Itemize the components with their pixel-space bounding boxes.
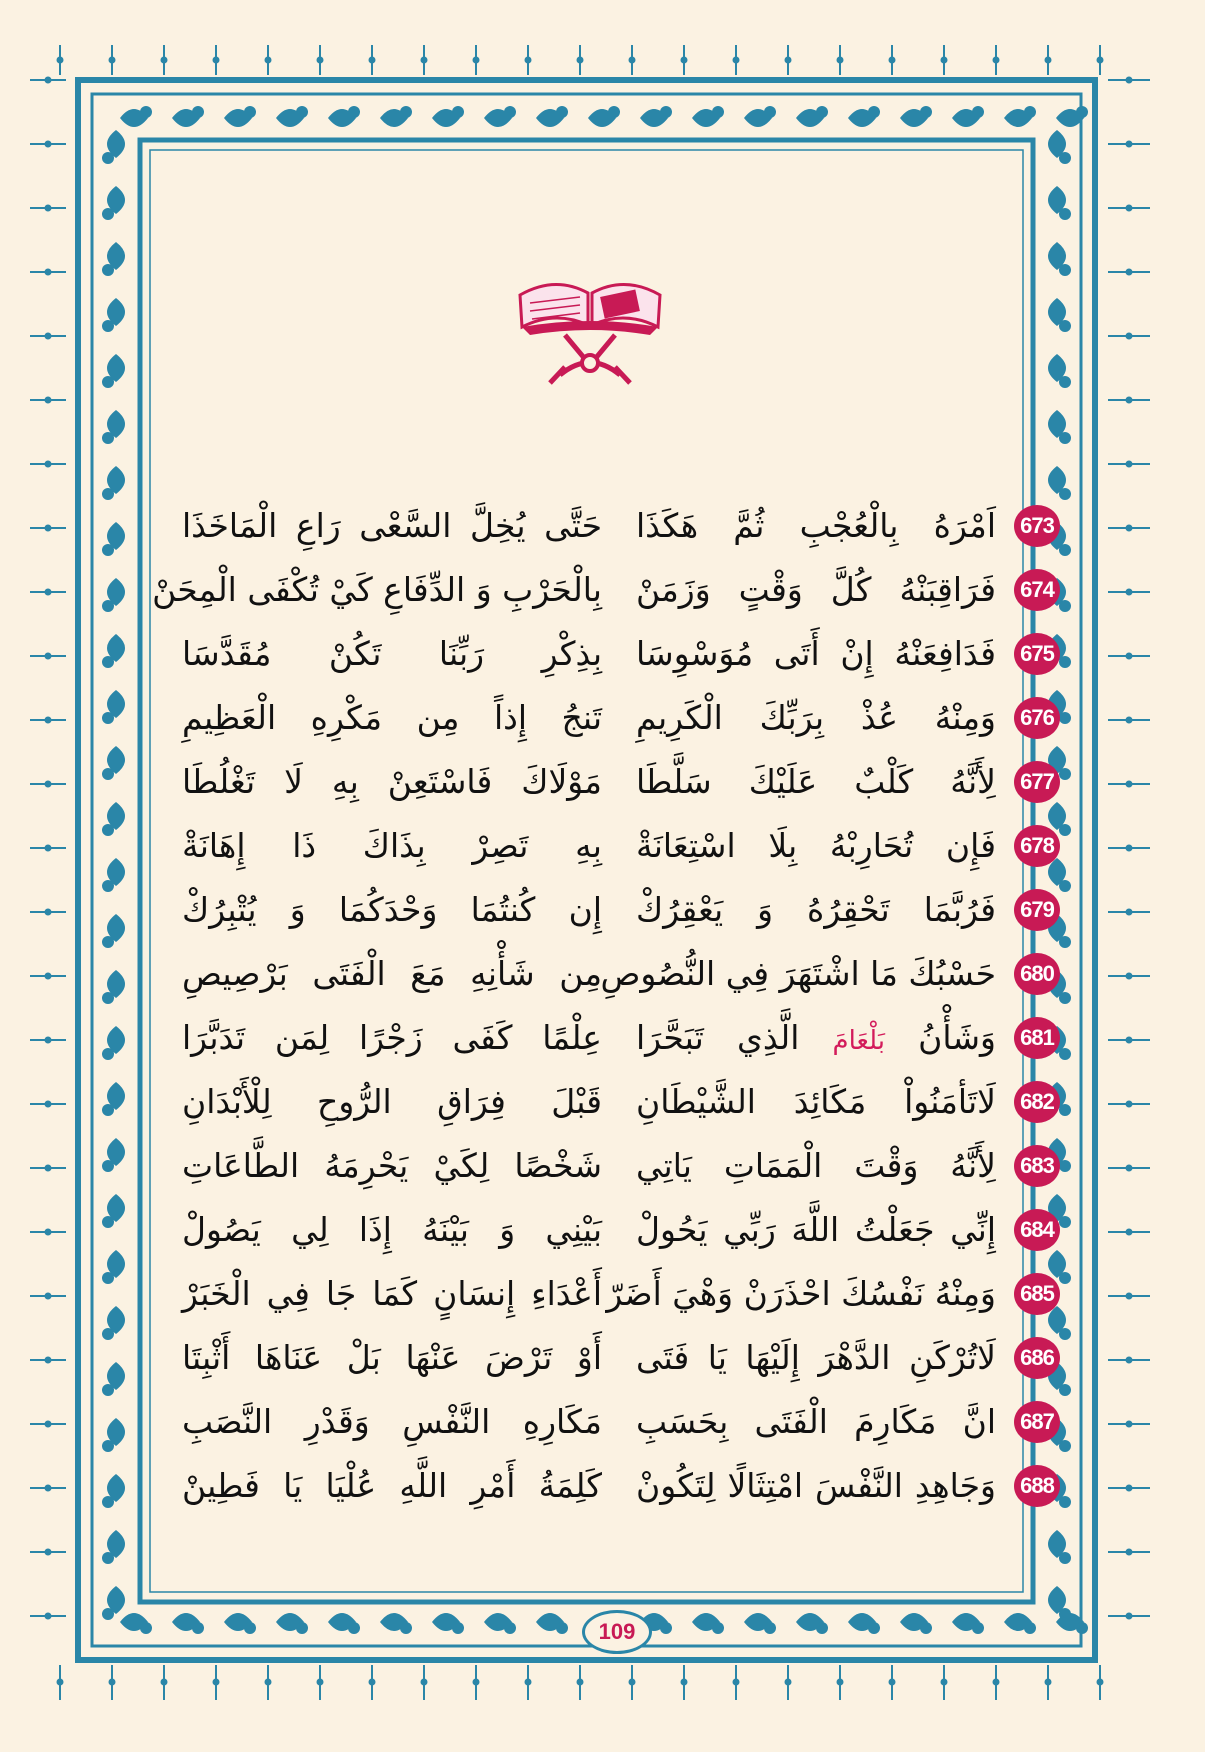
verse-row [170,756,1060,808]
verse-number-badge: 675 [1014,633,1060,675]
verse-second-hemistich: أَعْدَاءِ إِنسَانٍ كَمَا جَا فِي الْخَبَرْ [182,1274,602,1313]
verse-number-badge: 684 [1014,1209,1060,1251]
verse-second-hemistich: عِلْمًا كَفَى زَجْرًا لِمَن تَدَبَّرَا [182,1018,602,1057]
verse-first-hemistich: إِنِّي جَعَلْتُ اللَّهَ رَبِّي يَحُولْ [636,1210,996,1249]
verse-second-hemistich: شَخْصًا لِكَيْ يَحْرِمَهُ الطَّاعَاتِ [182,1146,602,1185]
verse-row [170,692,1060,744]
verse-first-hemistich: لَاتُرْكَنِ الدَّهْرَ إِلَيْهَا يَا فَتَى [636,1338,996,1377]
verse-row [170,1268,1060,1320]
verse-second-hemistich: بِالْحَرْبِ وَ الدِّفَاعِ كَيْ تُكْفَى الْمِحَنْ [152,570,602,609]
verse-first-hemistich: فَدَافِعَنْهُ إِنْ أَتَى مُوَسْوِسَا [636,634,996,673]
verse-row [170,948,1060,1000]
verse-number-badge: 679 [1014,889,1060,931]
verse-second-hemistich: مِن شَأْنِهِ مَعَ الْفَتَى بَرْصِيصِ [182,954,602,993]
verse-number-badge: 673 [1014,505,1060,547]
verse-first-hemistich: وَمِنْهُ نَفْسُكَ احْذَرَنْ وَهْيَ أَضَرّ [606,1274,996,1313]
verse-row [170,1332,1060,1384]
verse-second-hemistich: بِذِكْرِ رَبِّنَا تَكُنْ مُقَدَّسَا [182,634,602,673]
verse-first-hemistich: فَإِن تُحَارِبْهُ بِلَا اسْتِعَانَةْ [636,826,996,865]
verse-row [170,1012,1060,1064]
verse-number-badge: 682 [1014,1081,1060,1123]
verse-first-hemistich: اَمْرَهُ بِالْعُجْبِ ثُمَّ هَكَذَا [636,506,996,545]
verse-second-hemistich: قَبْلَ فِرَاقِ الرُّوحِ لِلْأَبْدَانِ [182,1082,602,1121]
verse-text-part: الَّذِي تَبَحَّرَا [636,1018,833,1057]
verse-row [170,1396,1060,1448]
verse-second-hemistich: إِن كُنتُمَا وَحْدَكُمَا وَ يُتْبِرُكْ [182,890,602,929]
verse-first-hemistich: وَمِنْهُ عُذْ بِرَبِّكَ الْكَرِيمِ [636,698,996,737]
verse-row [170,500,1060,552]
verse-second-hemistich: مَكَارِهِ النَّفْسِ وَقَدْرِ النَّصَبِ [182,1402,602,1441]
verse-number-badge: 681 [1014,1017,1060,1059]
verse-number-badge: 676 [1014,697,1060,739]
verse-first-hemistich: فَرُبَّمَا تَحْقِرُهُ وَ يَعْقِرُكْ [636,890,996,929]
verse-number-badge: 680 [1014,953,1060,995]
verse-first-hemistich: وَجَاهِدِ النَّفْسَ امْتِثَالًا لِتَكُونْ [636,1466,996,1505]
verse-row [170,628,1060,680]
verse-text-part: وَشَأْنُ [884,1018,996,1057]
verse-first-hemistich: لِأَنَّهُ كَلْبٌ عَلَيْكَ سَلَّطَا [636,762,996,801]
verse-number-badge: 685 [1014,1273,1060,1315]
verse-number-badge: 686 [1014,1337,1060,1379]
page-number: 109 [582,1610,652,1654]
verse-second-hemistich: بَيْنِي وَ بَيْنَهُ إِذَا لِي يَصُولْ [182,1210,602,1249]
verse-first-hemistich: حَسْبُكَ مَا اشْتَهَرَ فِي النُّصُوصِ [600,954,996,993]
verse-first-hemistich: فَرَاقِبَنْهُ كُلَّ وَقْتٍ وَزَمَنْ [636,570,996,609]
verse-first-hemistich: لَاتَأمَنُواْ مَكَائِدَ الشَّيْطَانِ [636,1082,996,1121]
verse-row [170,1076,1060,1128]
open-book-on-stand-icon [510,255,670,395]
verse-second-hemistich: مَوْلَاكَ فَاسْتَعِنْ بِهِ لَا تَغْلُطَا [182,762,602,801]
verse-row [152,564,1060,616]
verse-row [170,820,1060,872]
verse-number-badge: 677 [1014,761,1060,803]
verse-number-badge: 678 [1014,825,1060,867]
highlighted-name: بَلْعَامَ [832,1026,885,1056]
verse-number-badge: 687 [1014,1401,1060,1443]
verse-row [170,884,1060,936]
verse-second-hemistich: تَنجُ إِذاً مِن مَكْرِهِ الْعَظِيمِ [182,698,602,737]
verse-second-hemistich: كَلِمَةُ أَمْرِ اللَّهِ عُلْيَا يَا فَطِينْ [182,1466,602,1505]
verse-number-badge: 683 [1014,1145,1060,1187]
verse-number-badge: 688 [1014,1465,1060,1507]
verse-second-hemistich: بِهِ تَصِرْ بِذَاكَ ذَا إِهَانَةْ [182,826,602,865]
verse-first-hemistich [636,1012,996,1064]
verse-number-badge: 674 [1014,569,1060,611]
verse-first-hemistich: انَّ مَكَارِمَ الْفَتَى بِحَسَبِ [636,1402,996,1441]
verse-second-hemistich: أَوْ تَرْضَ عَنْهَا بَلْ عَنَاهَا أَثْبِتَا [182,1338,602,1377]
verse-first-hemistich: لِأَنَّهُ وَقْتَ الْمَمَاتِ يَاتِي [636,1146,996,1185]
verse-second-hemistich: حَتَّى يُخِلَّ السَّعْى رَاعِ الْمَاخَذَا [182,506,602,545]
verse-row [170,1460,1060,1512]
verse-row [170,1140,1060,1192]
verse-row [170,1204,1060,1256]
